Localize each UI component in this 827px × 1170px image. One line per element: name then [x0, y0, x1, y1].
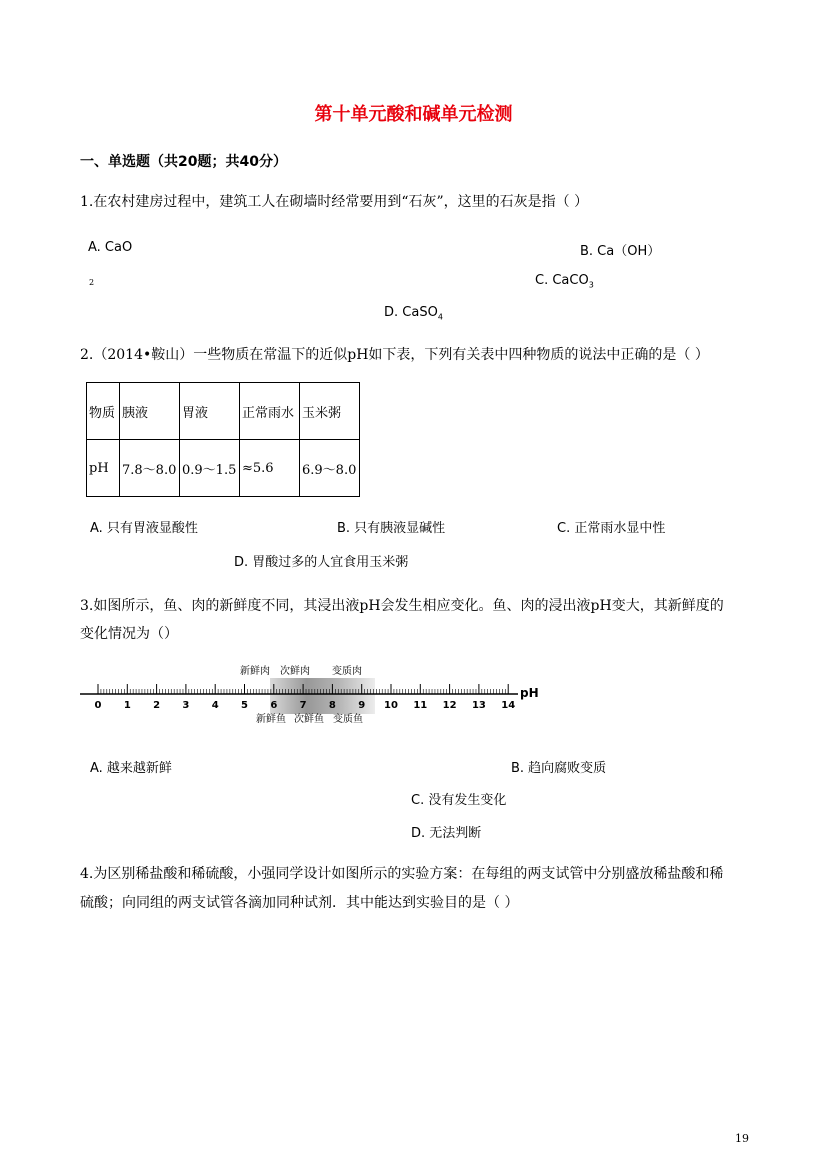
- label-spoiled-fish: 变质鱼: [333, 714, 363, 725]
- table-row: [87, 440, 360, 497]
- ph-tick-label: 5: [241, 700, 248, 711]
- table-cell: 胰液: [120, 383, 180, 440]
- table-cell: ≈5.6: [240, 440, 300, 497]
- question-4-stem-line-1: 4.为区别稀盐酸和稀硫酸，小强同学设计如图所示的实验方案：在每组的两支试管中分别盛放稀盐酸和稀: [80, 866, 724, 882]
- q2-option-d: D. 胃酸过多的人宜食用玉米粥: [234, 555, 409, 570]
- table-cell: 6.9～8.0: [300, 440, 360, 497]
- table-row: [87, 383, 360, 440]
- ph-tick-label: 14: [501, 700, 516, 711]
- ph-tick-label: 13: [471, 700, 486, 711]
- question-4-stem-line-2: 硫酸；向同组的两支试管各滴加同种试剂．其中能达到实验目的是（ ）: [80, 895, 519, 911]
- ph-tick-label: 12: [442, 700, 457, 711]
- ph-minor-ticks: [98, 684, 508, 694]
- q3-option-c: C. 没有发生变化: [411, 793, 507, 808]
- ph-tick-labels: [95, 700, 516, 711]
- q1-option-b: B. Ca（OH）: [580, 244, 661, 259]
- ph-unit-label: pH: [520, 686, 539, 700]
- q3-option-d: D. 无法判断: [411, 826, 482, 841]
- ph-tick-label: 1: [123, 700, 131, 711]
- question-3-stem-line-2: 变化情况为（）: [80, 626, 178, 642]
- q1-option-d: D. CaSO$_4$: [384, 305, 443, 322]
- q2-option-a: A. 只有胃液显酸性: [90, 521, 198, 536]
- ph-table: [86, 382, 360, 497]
- ph-tick-label: 7: [299, 700, 307, 711]
- q2-option-b: B. 只有胰液显碱性: [337, 521, 446, 536]
- q1-option-b-subscript: 2: [89, 278, 95, 287]
- ph-tick-label: 6: [270, 700, 278, 711]
- table-cell: 胃液: [180, 383, 240, 440]
- table-cell: 7.8～8.0: [120, 440, 180, 497]
- label-fresh-fish: 新鲜鱼: [256, 714, 286, 725]
- ph-tick-label: 8: [328, 700, 336, 711]
- section-heading: 一、单选题（共20题；共40分）: [80, 154, 287, 170]
- q2-option-c: C. 正常雨水显中性: [557, 521, 666, 536]
- q1-option-c: C. CaCO$_3$: [535, 273, 594, 290]
- ph-tick-label: 3: [182, 700, 190, 711]
- ph-tick-label: 10: [384, 700, 398, 711]
- ph-tick-label: 2: [153, 700, 161, 711]
- table-cell: 玉米粥: [300, 383, 360, 440]
- question-1-stem: 1.在农村建房过程中，建筑工人在砌墙时经常要用到“石灰”，这里的石灰是指（ ）: [80, 194, 589, 210]
- ph-tick-label: 0: [94, 700, 102, 711]
- label-semi-fresh-meat: 次鲜肉: [280, 666, 310, 677]
- ph-tick-label: 4: [211, 700, 219, 711]
- question-2-stem: 2.（2014•鞍山）一些物质在常温下的近似pH如下表，下列有关表中四种物质的说法中正确的是（ ）: [80, 347, 709, 363]
- ph-tick-label: 11: [413, 700, 428, 711]
- page-title: 第十单元酸和碱单元检测: [314, 104, 513, 125]
- label-spoiled-meat: 变质肉: [332, 666, 362, 677]
- q3-option-b: B. 趋向腐败变质: [511, 761, 607, 776]
- question-3-stem-line-1: 3.如图所示，鱼、肉的新鲜度不同，其浸出液pH会发生相应变化。鱼、肉的浸出液pH变大，其新鲜度的: [80, 598, 724, 614]
- ph-scale-figure: [80, 660, 540, 728]
- table-cell: 物质: [87, 383, 120, 440]
- table-cell: 正常雨水: [240, 383, 300, 440]
- ph-tick-label: 9: [358, 700, 366, 711]
- label-semi-fresh-fish: 次鲜鱼: [294, 714, 324, 725]
- q1-option-a: A. CaO: [88, 240, 133, 255]
- page-number: 19: [735, 1132, 749, 1145]
- table-cell: 0.9～1.5: [180, 440, 240, 497]
- label-fresh-meat: 新鲜肉: [240, 666, 270, 677]
- q3-option-a: A. 越来越新鲜: [90, 761, 172, 776]
- table-cell: pH: [87, 440, 120, 497]
